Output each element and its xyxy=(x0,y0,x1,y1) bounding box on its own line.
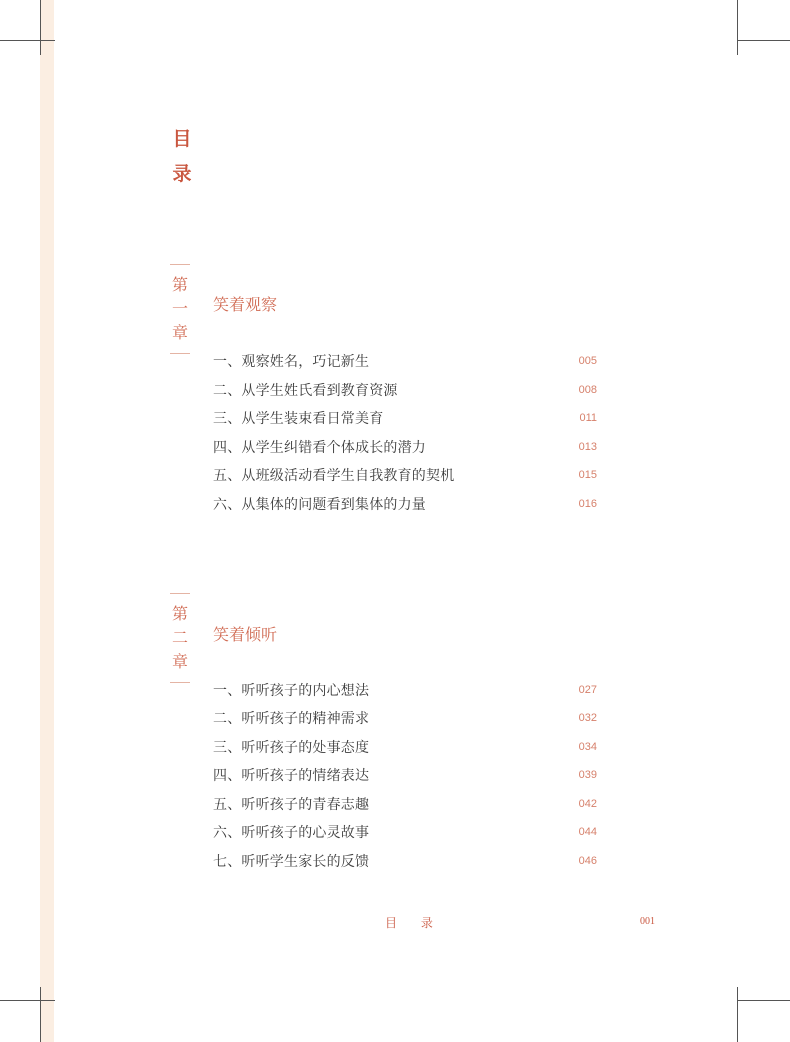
toc-item[interactable] xyxy=(213,408,597,428)
toc-item[interactable] xyxy=(213,494,597,514)
toc-item[interactable] xyxy=(213,851,597,871)
toc-item[interactable] xyxy=(213,680,597,700)
toc-item-page: 039 xyxy=(578,769,597,781)
toc-item-page: 044 xyxy=(578,826,597,838)
toc-item-text: 一、听听孩子的内心想法 xyxy=(213,683,370,699)
toc-item-text: 三、从学生装束看日常美育 xyxy=(213,411,384,427)
toc-item-text: 二、听听孩子的精神需求 xyxy=(213,711,370,727)
toc-item[interactable] xyxy=(213,465,597,485)
toc-item[interactable] xyxy=(213,765,597,785)
toc-heading-char-1: 目 xyxy=(172,128,192,150)
toc-item-page: 027 xyxy=(578,684,597,696)
toc-item-page: 011 xyxy=(579,412,597,424)
toc-item-text: 二、从学生姓氏看到教育资源 xyxy=(213,383,398,399)
toc-heading-char-2: 录 xyxy=(172,163,192,185)
toc-item-page: 046 xyxy=(578,855,597,867)
page-side-strip xyxy=(40,0,54,1042)
toc-item-page: 008 xyxy=(578,384,597,396)
toc-item[interactable] xyxy=(213,380,597,400)
toc-item-page: 032 xyxy=(578,712,597,724)
toc-item-text: 六、从集体的问题看到集体的力量 xyxy=(213,497,426,513)
chapter-1-label: 第 一 章 xyxy=(170,264,190,354)
toc-item-text: 四、听听孩子的情绪表达 xyxy=(213,768,370,784)
toc-item[interactable] xyxy=(213,437,597,457)
toc-item-page: 005 xyxy=(578,355,597,367)
toc-item[interactable] xyxy=(213,737,597,757)
chapter-2-title: 笑着倾听 xyxy=(213,625,278,644)
footer-title: 目 录 xyxy=(385,916,443,930)
toc-item[interactable] xyxy=(213,351,597,371)
toc-item-page: 042 xyxy=(578,798,597,810)
toc-item-page: 015 xyxy=(578,469,597,481)
chapter-1-title: 笑着观察 xyxy=(213,295,278,314)
toc-item[interactable] xyxy=(213,708,597,728)
toc-item-text: 一、观察姓名，巧记新生 xyxy=(213,354,370,370)
chapter-2-label: 第 二 章 xyxy=(170,593,190,683)
toc-item-text: 五、听听孩子的青春志趣 xyxy=(213,797,370,813)
toc-item-page: 034 xyxy=(578,741,597,753)
toc-item-page: 013 xyxy=(578,441,597,453)
footer-page-number: 001 xyxy=(640,916,655,927)
toc-item-text: 五、从班级活动看学生自我教育的契机 xyxy=(213,468,455,484)
toc-item[interactable] xyxy=(213,822,597,842)
toc-item-text: 三、听听孩子的处事态度 xyxy=(213,740,370,756)
toc-item-page: 016 xyxy=(578,498,597,510)
toc-item-text: 七、听听学生家长的反馈 xyxy=(213,854,370,870)
toc-item-text: 六、听听孩子的心灵故事 xyxy=(213,825,370,841)
toc-item-text: 四、从学生纠错看个体成长的潜力 xyxy=(213,440,426,456)
toc-item[interactable] xyxy=(213,794,597,814)
